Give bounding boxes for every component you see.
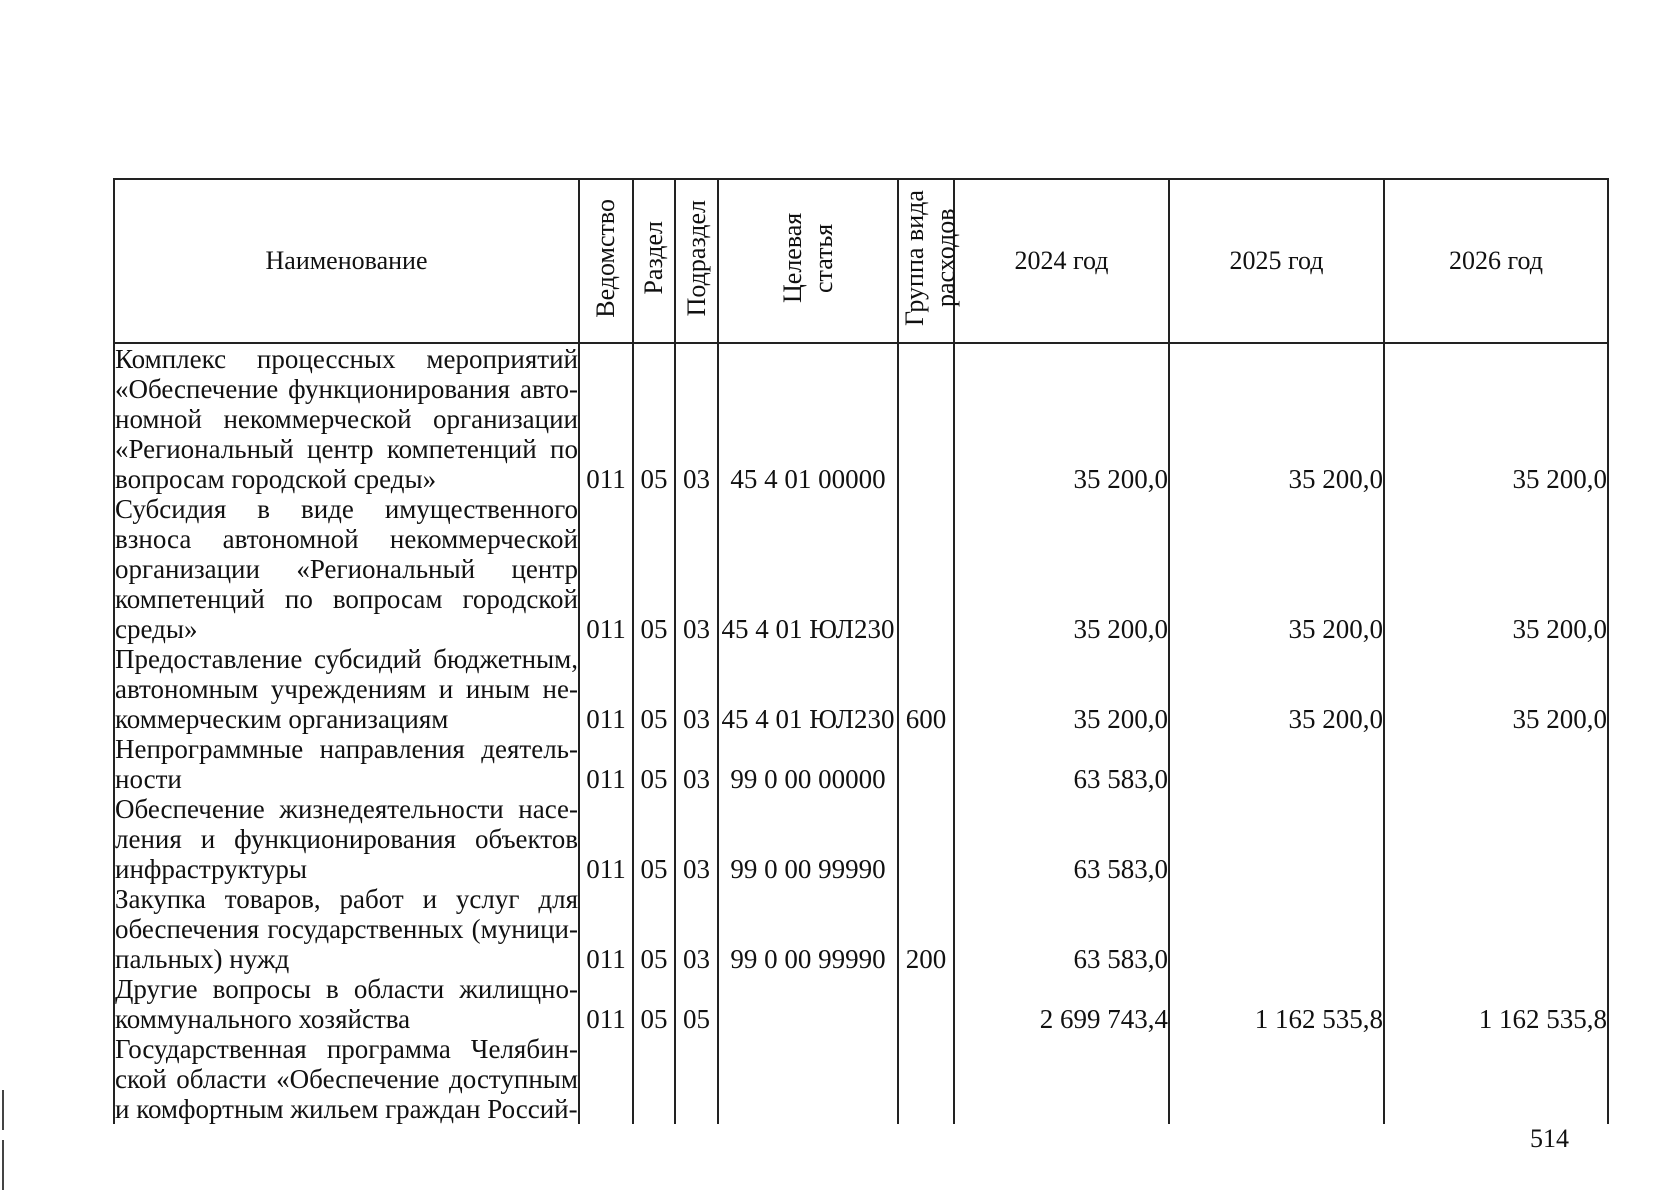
table-row: [114, 1034, 1608, 1124]
row-year-2024: [954, 1034, 1169, 1124]
table-row: [114, 644, 1608, 734]
row-year-2026: [1384, 794, 1608, 884]
row-subsection: 03: [675, 794, 718, 884]
row-section: 05: [633, 884, 675, 974]
row-target-article: 45 4 01 ЮЛ230: [718, 494, 898, 644]
row-year-2025: 35 200,0: [1169, 644, 1384, 734]
row-section: 05: [633, 644, 675, 734]
row-subsection: 03: [675, 644, 718, 734]
row-name: Государственная программа Челябинской области «Обеспечение доступным и комфортным жильем граждан Россий-: [115, 1034, 578, 1124]
row-year-2026: 35 200,0: [1384, 644, 1608, 734]
row-year-2025: [1169, 794, 1384, 884]
row-year-2025: 1 162 535,8: [1169, 974, 1384, 1034]
row-year-2026: 35 200,0: [1384, 494, 1608, 644]
row-name: Субсидия в виде имущественного взноса автономной некоммерческой организации «Региональный центр компетенций по вопросам городской среды»: [115, 494, 578, 644]
row-year-2025: 35 200,0: [1169, 343, 1384, 494]
header-name: Наименование: [114, 179, 579, 343]
row-target-article: 45 4 01 00000: [718, 343, 898, 494]
row-section: [633, 1034, 675, 1124]
row-section: 05: [633, 974, 675, 1034]
row-year-2026: 1 162 535,8: [1384, 974, 1608, 1034]
row-year-2025: 35 200,0: [1169, 494, 1384, 644]
header-section: Раздел: [633, 179, 675, 343]
row-year-2024: 35 200,0: [954, 343, 1169, 494]
row-target-article: [718, 974, 898, 1034]
row-expense-group: [898, 794, 954, 884]
row-year-2026: 35 200,0: [1384, 343, 1608, 494]
row-year-2025: [1169, 884, 1384, 974]
row-name: Обеспечение жизнедеятельности населения и функционирования объектов инфраструктуры: [115, 794, 578, 884]
row-section: 05: [633, 734, 675, 794]
row-target-article: 99 0 00 99990: [718, 794, 898, 884]
header-year-2025: 2025 год: [1169, 179, 1384, 343]
row-year-2024: 35 200,0: [954, 494, 1169, 644]
scan-margin-line: [2, 1140, 4, 1190]
row-subsection: 03: [675, 494, 718, 644]
row-year-2024: 2 699 743,4: [954, 974, 1169, 1034]
row-target-article: [718, 1034, 898, 1124]
row-year-2024: 35 200,0: [954, 644, 1169, 734]
table-row: [114, 343, 1608, 494]
table-row: [114, 974, 1608, 1034]
row-target-article: 99 0 00 00000: [718, 734, 898, 794]
row-expense-group: [898, 343, 954, 494]
row-expense-group: [898, 974, 954, 1034]
row-department: [579, 1034, 633, 1124]
header-department: Ведомство: [579, 179, 633, 343]
row-department: 011: [579, 794, 633, 884]
header-target-article: Целевая статья: [718, 179, 898, 343]
row-expense-group: 200: [898, 884, 954, 974]
row-subsection: 03: [675, 734, 718, 794]
page-number: 514: [1530, 1124, 1569, 1153]
row-department: 011: [579, 644, 633, 734]
row-subsection: [675, 1034, 718, 1124]
header-year-2026: 2026 год: [1384, 179, 1608, 343]
row-department: 011: [579, 343, 633, 494]
row-year-2024: 63 583,0: [954, 884, 1169, 974]
budget-table: [113, 178, 1609, 1124]
row-section: 05: [633, 343, 675, 494]
row-name: Закупка товаров, работ и услуг для обеспечения государственных (муниципальных) нужд: [115, 884, 578, 974]
row-year-2025: [1169, 734, 1384, 794]
row-year-2026: [1384, 1034, 1608, 1124]
header-subsection: Подраздел: [675, 179, 718, 343]
header-expense-group: Группа вида расходов: [898, 179, 954, 343]
row-year-2024: 63 583,0: [954, 734, 1169, 794]
row-department: 011: [579, 734, 633, 794]
row-name: Другие вопросы в области жилищно-коммунального хозяйства: [115, 974, 578, 1034]
row-subsection: 03: [675, 343, 718, 494]
table-row: [114, 734, 1608, 794]
row-expense-group: [898, 1034, 954, 1124]
table-row: [114, 494, 1608, 644]
table-row: [114, 794, 1608, 884]
row-section: 05: [633, 794, 675, 884]
row-subsection: 03: [675, 884, 718, 974]
row-expense-group: [898, 494, 954, 644]
row-department: 011: [579, 884, 633, 974]
row-target-article: 99 0 00 99990: [718, 884, 898, 974]
header-year-2024: 2024 год: [954, 179, 1169, 343]
row-year-2024: 63 583,0: [954, 794, 1169, 884]
row-expense-group: 600: [898, 644, 954, 734]
row-department: 011: [579, 974, 633, 1034]
row-department: 011: [579, 494, 633, 644]
row-name: Непрограммные направления деятельности: [115, 734, 578, 794]
scan-margin-line: [2, 1090, 4, 1130]
row-target-article: 45 4 01 ЮЛ230: [718, 644, 898, 734]
row-subsection: 05: [675, 974, 718, 1034]
row-expense-group: [898, 734, 954, 794]
row-year-2026: [1384, 884, 1608, 974]
table-row: [114, 884, 1608, 974]
table-header-row: [114, 179, 1608, 343]
row-year-2026: [1384, 734, 1608, 794]
row-section: 05: [633, 494, 675, 644]
row-year-2025: [1169, 1034, 1384, 1124]
row-name: Предоставление субсидий бюджетным, автономным учреждениям и иным некоммерческим организациям: [115, 644, 578, 734]
row-name: Комплекс процессных мероприятий «Обеспечение функционирования автономной некоммерческой организации «Региональный центр компетенций по вопросам городской среды»: [115, 344, 578, 494]
